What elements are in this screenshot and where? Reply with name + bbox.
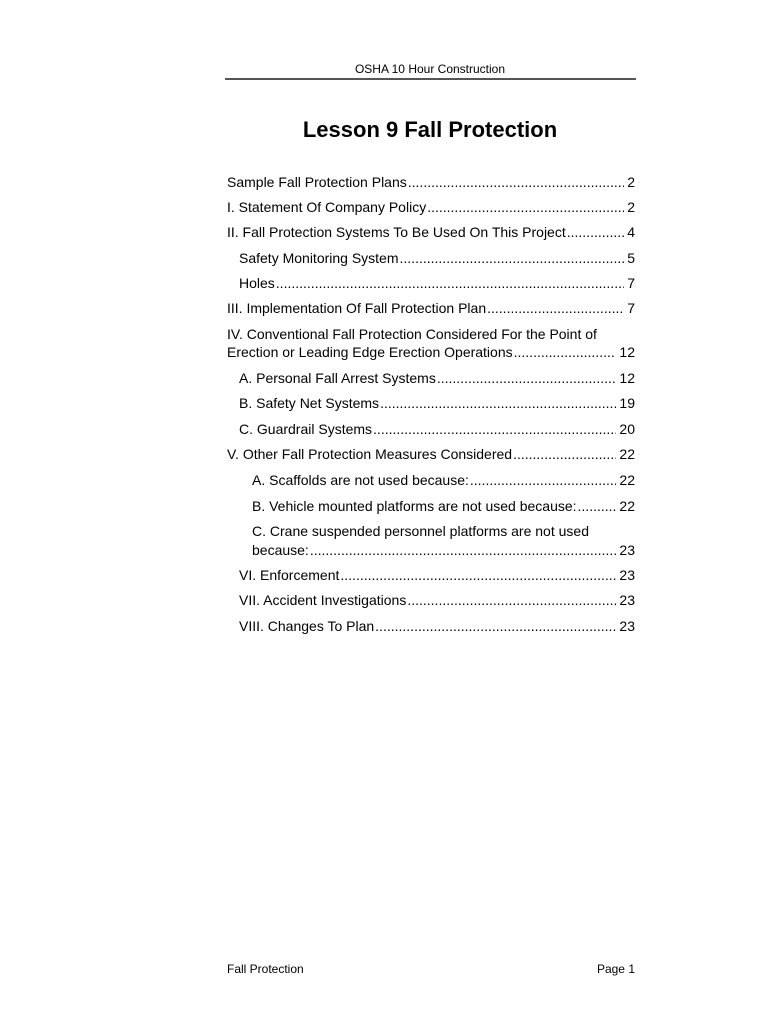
toc-entry[interactable] bbox=[227, 223, 635, 241]
toc-entry-label: VI. Enforcement bbox=[239, 567, 340, 583]
toc-entry[interactable] bbox=[239, 591, 635, 609]
toc-entry-label: VII. Accident Investigations bbox=[239, 592, 407, 608]
toc-entry-label: VIII. Changes To Plan bbox=[239, 618, 375, 634]
toc-leader-dots bbox=[427, 198, 624, 216]
toc-entry-label: II. Fall Protection Systems To Be Used On This Project bbox=[227, 224, 566, 240]
toc-entry[interactable] bbox=[227, 299, 635, 317]
toc-entry-page: 4 bbox=[627, 224, 635, 240]
toc-leader-dots bbox=[276, 274, 624, 292]
toc-entry-page: 23 bbox=[619, 618, 635, 634]
toc-entry-label: III. Implementation Of Fall Protection Plan bbox=[227, 300, 487, 316]
toc-entry-page: 22 bbox=[619, 446, 635, 462]
toc-leader-dots bbox=[375, 617, 616, 635]
toc-entry-page: 20 bbox=[619, 421, 635, 437]
toc-entry-page: 23 bbox=[619, 567, 635, 583]
toc-entry-page: 23 bbox=[619, 592, 635, 608]
toc-entry-page: 23 bbox=[619, 542, 635, 558]
toc-entry[interactable] bbox=[239, 420, 635, 438]
toc-entry-label-line1: IV. Conventional Fall Protection Considered For the Point of bbox=[227, 326, 597, 342]
page-header-text: OSHA 10 Hour Construction bbox=[354, 62, 506, 76]
toc-entry[interactable] bbox=[227, 343, 635, 361]
toc-entry-label: Safety Monitoring System bbox=[239, 250, 399, 266]
toc-entry-page: 5 bbox=[627, 250, 635, 266]
footer-page-number: Page 1 bbox=[596, 962, 635, 976]
toc-entry[interactable] bbox=[239, 369, 635, 387]
toc-leader-dots bbox=[567, 223, 624, 241]
toc-leader-dots bbox=[407, 591, 616, 609]
toc-entry-label: C. Guardrail Systems bbox=[239, 421, 373, 437]
toc-entry-label: I. Statement Of Company Policy bbox=[227, 199, 427, 215]
toc-leader-dots bbox=[380, 394, 616, 412]
toc-entry[interactable] bbox=[239, 394, 635, 412]
toc-leader-dots bbox=[487, 299, 624, 317]
toc-entry-label: A. Scaffolds are not used because: bbox=[252, 472, 469, 488]
toc-leader-dots bbox=[310, 541, 617, 559]
toc-entry-label: A. Personal Fall Arrest Systems bbox=[239, 370, 436, 386]
toc-entry-label: Erection or Leading Edge Erection Operations bbox=[227, 344, 513, 360]
toc-entry-page: 22 bbox=[619, 498, 635, 514]
toc-entry-label: Sample Fall Protection Plans bbox=[227, 174, 407, 190]
toc-leader-dots bbox=[578, 497, 617, 515]
toc-entry-page: 7 bbox=[627, 275, 635, 291]
toc-entry-label-line1: C. Crane suspended personnel platforms are not used bbox=[252, 523, 589, 539]
toc-entry[interactable] bbox=[239, 566, 635, 584]
toc-entry[interactable] bbox=[227, 173, 635, 191]
toc-entry-page: 2 bbox=[627, 174, 635, 190]
toc-entry-label: B. Vehicle mounted platforms are not used because: bbox=[252, 498, 577, 514]
toc-entry-label: because: bbox=[252, 542, 309, 558]
toc-leader-dots bbox=[513, 445, 616, 463]
toc-entry-label: B. Safety Net Systems bbox=[239, 395, 380, 411]
footer-left-text: Fall Protection bbox=[227, 962, 304, 976]
toc-leader-dots bbox=[437, 369, 617, 387]
toc-entry[interactable] bbox=[239, 274, 635, 292]
toc-entry[interactable] bbox=[227, 445, 635, 463]
toc-entry-page: 12 bbox=[619, 370, 635, 386]
toc-leader-dots bbox=[373, 420, 616, 438]
toc-leader-dots bbox=[400, 249, 625, 267]
toc-entry[interactable] bbox=[252, 497, 635, 515]
toc-entry[interactable] bbox=[239, 617, 635, 635]
toc-leader-dots bbox=[470, 471, 617, 489]
toc-entry-page: 12 bbox=[619, 344, 635, 360]
toc-entry-page: 19 bbox=[619, 395, 635, 411]
toc-entry-page: 7 bbox=[627, 300, 635, 316]
header-rule bbox=[225, 78, 636, 80]
toc-entry-label: Holes bbox=[239, 275, 275, 291]
toc-entry[interactable] bbox=[252, 541, 635, 559]
page-title: Lesson 9 Fall Protection bbox=[302, 117, 558, 142]
toc-leader-dots bbox=[340, 566, 616, 584]
toc-entry-page: 22 bbox=[619, 472, 635, 488]
toc-entry[interactable] bbox=[227, 198, 635, 216]
toc-entry[interactable] bbox=[239, 249, 635, 267]
toc-leader-dots bbox=[408, 173, 624, 191]
toc-entry[interactable] bbox=[252, 471, 635, 489]
toc-entry-page: 2 bbox=[627, 199, 635, 215]
toc-leader-dots bbox=[514, 343, 617, 361]
toc-entry-label: V. Other Fall Protection Measures Considered bbox=[227, 446, 513, 462]
